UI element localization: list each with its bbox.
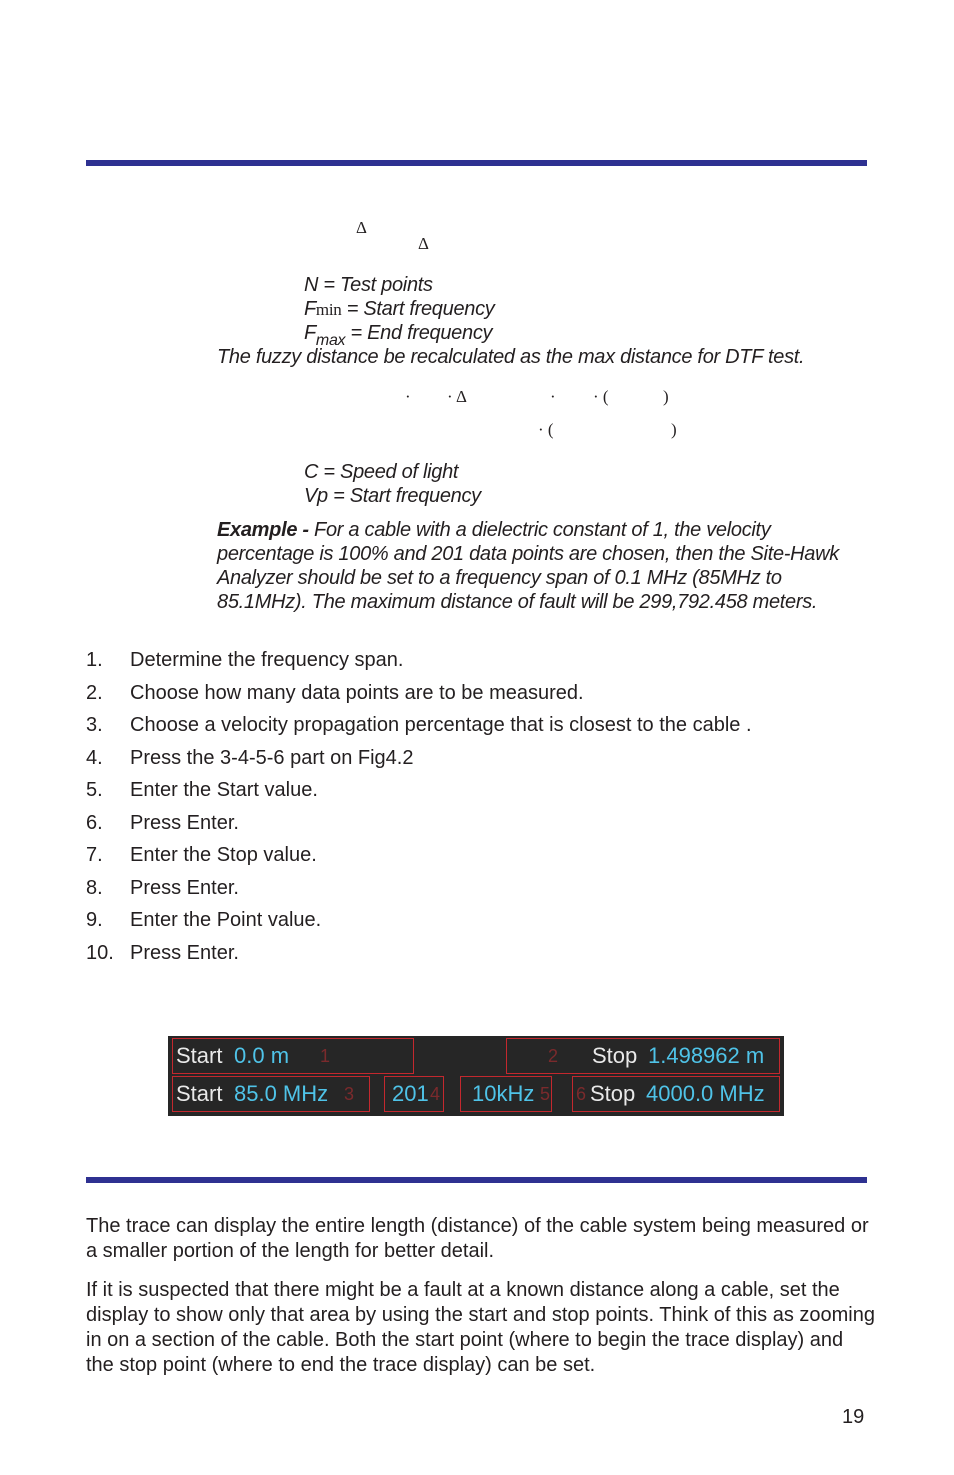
var-fmax-sub: max <box>315 332 346 349</box>
body-paragraph-2: If it is suspected that there might be a fault at a known distance along a cable, set the display to show only that area by using the start and stop points. Think of this as zooming in on a section of the cable. Both the start point (where to begin the trace display) and the stop point (where to end the trace display) can be set. <box>86 1279 875 1376</box>
step-text: Press Enter. <box>130 941 239 964</box>
list-item <box>86 743 752 776</box>
var-fmax-text: = End frequency <box>345 322 493 344</box>
var-fmin-sub: min <box>315 300 342 319</box>
marker-6: 6 <box>576 1084 587 1104</box>
start-frequency-value: 85.0 MHz <box>234 1081 329 1106</box>
step-number: 7. <box>86 844 103 866</box>
step-text: Enter the Point value. <box>130 909 322 931</box>
list-item <box>86 775 752 808</box>
stop-frequency-label: Stop <box>590 1081 636 1106</box>
var-fmin <box>304 297 495 322</box>
step-number: 4. <box>86 746 103 769</box>
list-item <box>86 873 752 906</box>
marker-1: 1 <box>320 1046 331 1066</box>
step-text: Choose how many data points are to be measured. <box>130 681 584 704</box>
var-n: N = Test points <box>304 274 433 296</box>
eq-row1-a: · <box>405 387 411 406</box>
example-bold: Example - <box>217 519 309 541</box>
eq-row1-e: ) <box>663 387 669 406</box>
step-number: 9. <box>86 909 103 931</box>
marker-5: 5 <box>540 1084 551 1104</box>
stop-distance-value: 1.498962 m <box>648 1043 765 1068</box>
eq-row1-b: · Δ <box>447 387 467 406</box>
step-value: 10kHz <box>472 1081 535 1106</box>
marker-3: 3 <box>344 1084 355 1104</box>
step-number: 5. <box>86 779 103 801</box>
list-item <box>86 710 752 743</box>
marker-4: 4 <box>430 1084 441 1104</box>
step-number: 6. <box>86 811 103 834</box>
eq-row1-c: · <box>550 387 556 406</box>
var-fmax-letter: F <box>304 322 316 344</box>
step-text: Enter the Start value. <box>130 779 318 801</box>
step-number: 10. <box>86 941 114 964</box>
step-text: Choose a velocity propagation percentage that is closest to the cable . <box>130 714 752 736</box>
step-text: Enter the Stop value. <box>130 844 317 866</box>
fuzzy-note: The fuzzy distance be recalculated as the max distance for DTF test. <box>217 346 805 368</box>
step-number: 1. <box>86 649 103 671</box>
marker-2: 2 <box>548 1046 559 1066</box>
stop-distance-label: Stop <box>592 1043 638 1068</box>
eq-row2-b: ) <box>671 420 677 439</box>
list-item <box>86 938 752 971</box>
list-item <box>86 645 752 678</box>
var-c: C = Speed of light <box>304 461 459 483</box>
var-fmin-letter: F <box>304 298 316 320</box>
list-item <box>86 840 752 873</box>
list-item <box>86 678 752 711</box>
formula-delta-1: Δ <box>356 218 367 237</box>
var-vp: Vp = Start frequency <box>304 485 481 507</box>
start-distance-value: 0.0 m <box>234 1043 290 1068</box>
stop-frequency-value: 4000.0 MHz <box>646 1081 765 1106</box>
body-paragraph-1: The trace can display the entire length (distance) of the cable system being measured or a smaller portion of the length for better detail. <box>86 1215 869 1262</box>
eq-row1-d: · ( <box>593 387 609 406</box>
step-text: Determine the frequency span. <box>130 649 404 671</box>
example-paragraph <box>217 518 867 614</box>
step-number: 3. <box>86 714 103 736</box>
example-text: For a cable with a dielectric constant of 1, the velocity percentage is 100% and 201 data points are chosen, then the Site-Hawk Analyzer should be set to a frequency span of 0.1 MHz (85MHz to 85.1MHz). The maximum distance of fault will be 299,792.458 meters. <box>217 519 839 613</box>
points-value: 201 <box>392 1081 429 1106</box>
formula-delta-2: Δ <box>418 234 429 253</box>
start-distance-label: Start <box>176 1043 223 1068</box>
steps-list <box>86 645 752 970</box>
var-fmin-text: = Start frequency <box>341 298 495 320</box>
section-rule <box>86 1177 867 1183</box>
analyzer-parameter-panel <box>168 1036 784 1116</box>
step-number: 2. <box>86 681 103 704</box>
step-text: Press the 3-4-5-6 part on Fig4.2 <box>130 746 414 769</box>
start-frequency-label: Start <box>176 1081 223 1106</box>
list-item <box>86 905 752 938</box>
page-number: 19 <box>842 1406 865 1428</box>
top-rule <box>86 160 867 166</box>
step-number: 8. <box>86 876 103 899</box>
list-item <box>86 808 752 841</box>
var-fmax <box>304 321 492 347</box>
eq-row2-a: · ( <box>538 420 554 439</box>
step-text: Press Enter. <box>130 811 239 834</box>
step-text: Press Enter. <box>130 876 239 899</box>
